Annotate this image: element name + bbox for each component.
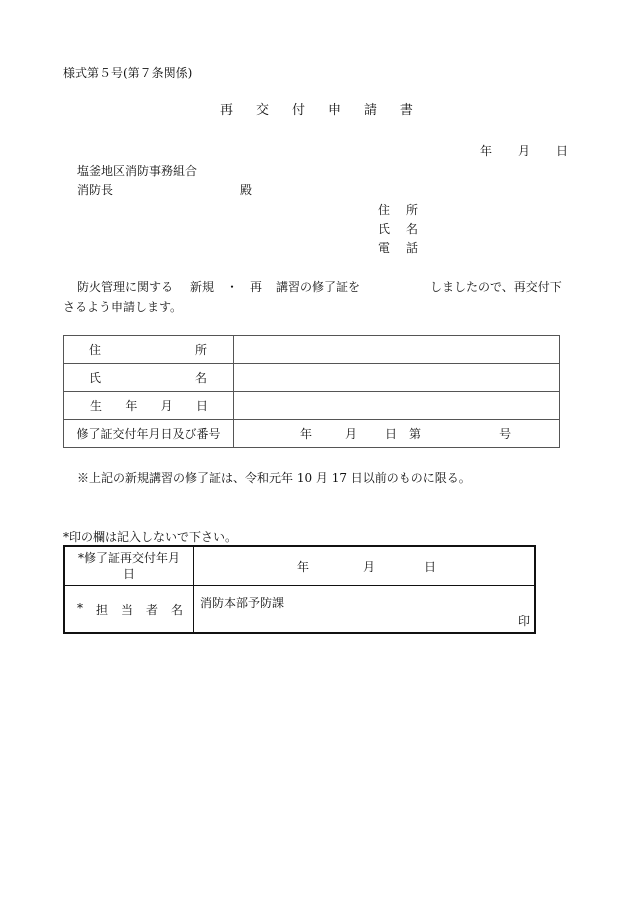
field-char: 住 (378, 203, 391, 217)
office-section-heading: *印の欄は記入しないで下さい。 (63, 530, 238, 544)
date-month-label: 月 (517, 144, 530, 158)
addressee-honorific: 殿 (240, 183, 253, 197)
document-title (220, 104, 413, 117)
certificate-input-cell[interactable] (234, 420, 560, 448)
label-char: * (77, 600, 83, 615)
title-char: 書 (399, 103, 413, 118)
body-line2: さるよう申請します。 (63, 300, 183, 314)
option-re: 再 (250, 280, 263, 294)
table-row (64, 546, 535, 586)
birthdate-label-cell (64, 392, 234, 420)
label-char: 担 (95, 602, 108, 617)
table-row (64, 586, 535, 634)
address-label-cell (64, 336, 234, 364)
address-input-cell[interactable] (234, 336, 560, 364)
note-text: ※上記の新規講習の修了証は、令和元年 10 月 17 日以前のものに限る。 (77, 471, 471, 485)
birthdate-input-cell[interactable] (234, 392, 560, 420)
form-number: 様式第５号(第７条関係) (63, 66, 193, 80)
reissue-date-label-cell (64, 546, 194, 586)
reissue-day-label: 日 (424, 559, 437, 574)
name-label-cell (64, 364, 234, 392)
staff-value-cell (194, 586, 536, 634)
addressee-organization: 塩釜地区消防事務組合 (77, 164, 198, 178)
label-char: 当 (120, 602, 133, 617)
table-row (64, 364, 560, 392)
body-part1: 防火管理に関する (77, 280, 174, 294)
cert-day-label: 日 (385, 427, 398, 441)
label-char: 生 (90, 399, 103, 413)
label-char: 日 (195, 399, 208, 413)
date-day-label: 日 (555, 144, 568, 158)
body-part3: しましたので、再交付下 (430, 280, 562, 294)
cert-dai-label: 第 (409, 427, 422, 441)
applicant-address-field (378, 204, 418, 216)
cert-go-label: 号 (499, 427, 512, 441)
title-char: 付 (291, 103, 305, 118)
application-date (480, 145, 568, 157)
table-row (64, 420, 560, 448)
title-char: 申 (327, 103, 341, 118)
certificate-label-cell (64, 420, 234, 448)
addressee-recipient: 消防長 (77, 183, 114, 197)
field-char: 氏 (378, 222, 391, 236)
table-row (64, 392, 560, 420)
label-char: 名 (194, 371, 207, 385)
option-new: 新規 (190, 280, 215, 294)
seal-mark: 印 (517, 614, 530, 628)
reissue-label-line2: 日 (122, 567, 135, 581)
reissue-date-value-cell (194, 546, 536, 586)
label-char: 住 (89, 343, 102, 357)
staff-label-cell (64, 586, 194, 634)
table-row (64, 336, 560, 364)
certificate-label: 修了証交付年月日及び番号 (76, 427, 221, 441)
reissue-year-label: 年 (297, 559, 310, 574)
label-char: 者 (145, 602, 158, 617)
title-char: 請 (363, 103, 377, 118)
cert-month-label: 月 (345, 427, 358, 441)
label-char: 名 (170, 602, 183, 617)
reissue-month-label: 月 (363, 559, 376, 574)
applicant-table (63, 335, 560, 448)
label-char: 氏 (89, 371, 102, 385)
reissue-label-line1: *修了証再交付年月 (77, 551, 180, 565)
cert-year-label: 年 (300, 427, 313, 441)
field-char: 電 (378, 241, 391, 255)
name-input-cell[interactable] (234, 364, 560, 392)
field-char: 話 (405, 241, 418, 255)
title-char: 交 (255, 103, 269, 118)
applicant-name-field (378, 223, 418, 235)
applicant-phone-field (378, 242, 418, 254)
label-char: 年 (125, 399, 138, 413)
office-use-table (63, 545, 536, 634)
option-separator: ・ (226, 280, 239, 294)
date-year-label: 年 (480, 144, 493, 158)
title-char: 再 (220, 103, 234, 118)
staff-department: 消防本部予防課 (200, 596, 285, 610)
label-char: 所 (194, 343, 207, 357)
body-part2: 講習の修了証を (276, 280, 361, 294)
label-char: 月 (160, 399, 173, 413)
field-char: 名 (405, 222, 418, 236)
field-char: 所 (405, 203, 418, 217)
